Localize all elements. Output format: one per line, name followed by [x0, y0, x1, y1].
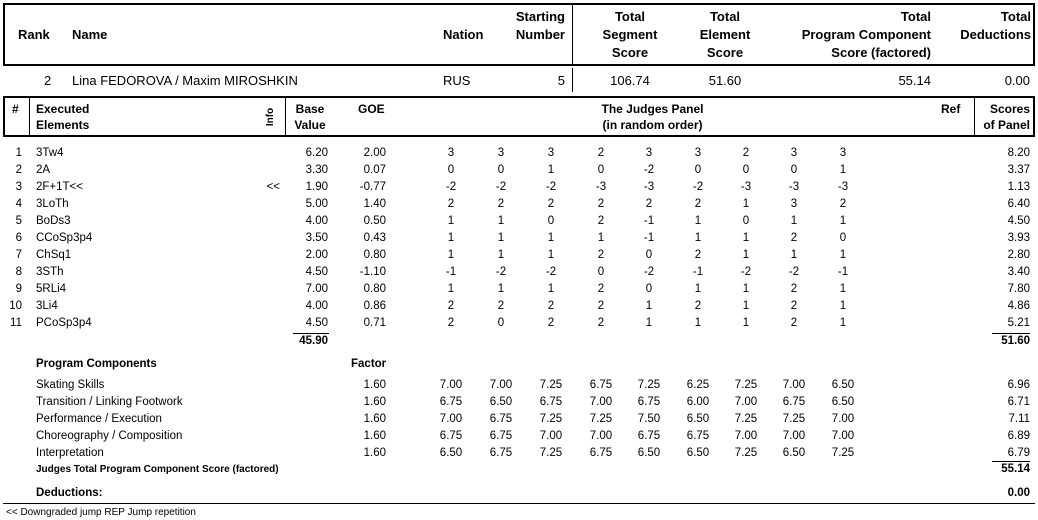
element-code: 3Li4: [36, 300, 58, 312]
element-row: [0, 164, 1038, 181]
element-info: <<: [266, 181, 280, 193]
element-code: 3LoTh: [36, 198, 69, 210]
element-number: 1: [15, 147, 22, 159]
nation-label: Nation: [443, 27, 484, 42]
elements-header-box: [3, 96, 1035, 137]
element-panel-score: 2.80: [1007, 249, 1030, 261]
component-factor: 1.60: [363, 379, 386, 391]
judge-mark: 2: [597, 317, 605, 329]
judge-mark: 0: [597, 164, 605, 176]
element-panel-score: 3.93: [1007, 232, 1030, 244]
element-goe: 0.80: [363, 249, 386, 261]
component-row: [0, 430, 1038, 447]
judge-mark: 2: [597, 300, 605, 312]
judge-component-mark: 6.75: [439, 396, 463, 408]
judge-component-mark: 7.50: [637, 413, 661, 425]
component-row: [0, 413, 1038, 430]
element-code: 2F+1T<<: [36, 181, 83, 193]
judge-mark: 1: [694, 317, 702, 329]
component-panel-score: 6.89: [1007, 430, 1030, 442]
judge-mark: 1: [742, 198, 750, 210]
judge-mark: 1: [839, 283, 847, 295]
element-number: 11: [10, 317, 22, 329]
element-row: [0, 283, 1038, 300]
judge-mark: 2: [694, 249, 702, 261]
elements-base-total-rule: [293, 333, 329, 334]
judge-component-mark: 6.50: [637, 447, 661, 459]
goe-label: GOE: [358, 102, 385, 116]
judge-mark: 0: [547, 215, 555, 227]
element-base-value: 4.50: [305, 317, 328, 329]
element-base-value: 7.00: [305, 283, 328, 295]
component-name: Choreography / Composition: [36, 430, 183, 442]
total-element-score-label: Total Element Score: [699, 9, 751, 60]
judge-mark: 1: [839, 249, 847, 261]
judge-mark: 1: [447, 232, 455, 244]
judge-mark: 2: [597, 283, 605, 295]
element-code: BoDs3: [36, 215, 71, 227]
judge-mark: 2: [790, 232, 798, 244]
judge-mark: 2: [645, 198, 653, 210]
judge-mark: 1: [497, 215, 505, 227]
judge-mark: 1: [742, 300, 750, 312]
element-row: [0, 198, 1038, 215]
judge-mark: 2: [694, 300, 702, 312]
elements-score-total-rule: [992, 333, 1030, 334]
element-base-value: 3.50: [305, 232, 328, 244]
judge-mark: -2: [740, 266, 752, 278]
judge-mark: 3: [790, 198, 798, 210]
element-panel-score: 6.40: [1007, 198, 1030, 210]
info-label: Info: [265, 107, 276, 127]
judge-component-mark: 6.50: [782, 447, 806, 459]
judge-component-mark: 7.00: [439, 379, 463, 391]
judge-mark: 2: [497, 198, 505, 210]
element-code: PCoSp3p4: [36, 317, 92, 329]
judge-mark: -3: [643, 181, 655, 193]
element-code: ChSq1: [36, 249, 72, 261]
judge-mark: -2: [545, 181, 557, 193]
element-base-value: 6.20: [305, 147, 328, 159]
judge-mark: -3: [740, 181, 752, 193]
judge-component-mark: 6.75: [589, 447, 613, 459]
element-base-value: 3.30: [305, 164, 328, 176]
judge-mark: 2: [447, 317, 455, 329]
skater-starting-number: 5: [557, 73, 565, 88]
element-goe: -0.77: [359, 181, 386, 193]
element-base-value: 4.00: [305, 215, 328, 227]
judge-mark: -2: [643, 164, 655, 176]
judge-mark: 3: [497, 147, 505, 159]
judge-mark: 1: [547, 283, 555, 295]
component-factor: 1.60: [363, 396, 386, 408]
element-goe: 0.07: [363, 164, 386, 176]
judge-mark: -1: [837, 266, 849, 278]
judge-mark: 1: [645, 300, 653, 312]
component-name: Performance / Execution: [36, 413, 162, 425]
element-goe: 0.43: [363, 232, 386, 244]
skater-program-component-score: 55.14: [898, 73, 931, 88]
program-components-label: Program Components: [36, 358, 157, 370]
judge-mark: 2: [694, 198, 702, 210]
judge-mark: 1: [547, 249, 555, 261]
judge-mark: -2: [788, 266, 800, 278]
judge-mark: 1: [447, 283, 455, 295]
judge-component-mark: 7.25: [539, 413, 563, 425]
starting-number-label: Starting Number: [515, 9, 565, 42]
element-code: 2A: [36, 164, 51, 176]
element-row: [0, 181, 1038, 198]
judge-component-mark: 7.25: [539, 447, 563, 459]
factor-label: Factor: [351, 358, 387, 370]
judge-component-mark: 7.25: [734, 379, 758, 391]
judge-component-mark: 6.75: [637, 396, 661, 408]
judge-component-mark: 6.25: [686, 379, 710, 391]
judges-panel-label: The Judges Panel (in random order): [601, 102, 704, 132]
executed-elements-label: Executed Elements: [36, 102, 90, 132]
ref-label: Ref: [941, 102, 961, 116]
footnote: << Downgraded jump REP Jump repetition: [6, 507, 196, 518]
judge-mark: 1: [742, 283, 750, 295]
judge-mark: -3: [788, 181, 800, 193]
component-row: [0, 379, 1038, 396]
name-label: Name: [72, 27, 108, 42]
judge-mark: -1: [643, 232, 655, 244]
component-row: [0, 447, 1038, 464]
element-goe: -1.10: [359, 266, 386, 278]
judge-mark: -1: [445, 266, 457, 278]
judge-mark: 1: [645, 317, 653, 329]
judge-component-mark: 7.00: [734, 396, 758, 408]
judge-mark: -2: [495, 266, 507, 278]
judge-component-mark: 6.50: [831, 396, 855, 408]
component-row: [0, 396, 1038, 413]
judge-mark: 1: [447, 249, 455, 261]
judge-mark: 0: [694, 164, 702, 176]
judge-mark: 1: [497, 232, 505, 244]
judge-mark: 1: [694, 232, 702, 244]
program-component-score-label: Total Program Component Score (factored): [801, 9, 931, 60]
header-divider: [572, 3, 573, 66]
result-divider: [572, 68, 573, 92]
judge-mark: 0: [645, 283, 653, 295]
element-base-value: 2.00: [305, 249, 328, 261]
judge-component-mark: 6.75: [489, 430, 513, 442]
judge-component-mark: 7.00: [589, 430, 613, 442]
judge-component-mark: 7.25: [734, 447, 758, 459]
element-code: CCoSp3p4: [36, 232, 93, 244]
component-factor: 1.60: [363, 430, 386, 442]
element-code: 3Tw4: [36, 147, 64, 159]
total-deductions-label: Total Deductions: [960, 9, 1031, 42]
judge-mark: 2: [597, 215, 605, 227]
element-code: 5RLi4: [36, 283, 67, 295]
judge-mark: 2: [547, 317, 555, 329]
judge-mark: 0: [790, 164, 798, 176]
skater-total-deductions: 0.00: [1004, 73, 1030, 88]
element-goe: 0.86: [363, 300, 386, 312]
judge-component-mark: 6.75: [589, 379, 613, 391]
judge-mark: 0: [839, 232, 847, 244]
judge-mark: 1: [497, 283, 505, 295]
component-factor: 1.60: [363, 447, 386, 459]
judge-component-mark: 6.75: [439, 430, 463, 442]
judge-mark: 2: [597, 198, 605, 210]
judge-mark: 3: [790, 147, 798, 159]
judge-component-mark: 7.00: [831, 430, 855, 442]
component-name: Interpretation: [36, 447, 104, 459]
components-total-score: 55.14: [1001, 463, 1030, 475]
judge-component-mark: 6.00: [686, 396, 710, 408]
judge-component-mark: 6.50: [439, 447, 463, 459]
component-name: Transition / Linking Footwork: [36, 396, 183, 408]
judge-mark: 1: [694, 215, 702, 227]
element-goe: 0.71: [363, 317, 386, 329]
judge-component-mark: 7.00: [782, 379, 806, 391]
judge-mark: -1: [643, 215, 655, 227]
judge-mark: 1: [839, 215, 847, 227]
judge-mark: 1: [447, 215, 455, 227]
element-panel-score: 4.86: [1007, 300, 1030, 312]
judge-mark: 1: [742, 232, 750, 244]
judge-mark: 1: [839, 317, 847, 329]
element-panel-score: 7.80: [1007, 283, 1030, 295]
elements-header-divider-1: [29, 96, 30, 137]
judge-component-mark: 7.00: [831, 413, 855, 425]
component-panel-score: 6.79: [1007, 447, 1030, 459]
judge-mark: 2: [447, 198, 455, 210]
judge-mark: -3: [837, 181, 849, 193]
judge-component-mark: 7.25: [782, 413, 806, 425]
judge-mark: 0: [742, 215, 750, 227]
judge-mark: 1: [547, 164, 555, 176]
judge-mark: 3: [694, 147, 702, 159]
component-panel-score: 6.71: [1007, 396, 1030, 408]
component-name: Skating Skills: [36, 379, 105, 391]
element-row: [0, 249, 1038, 266]
skater-name: Lina FEDOROVA / Maxim MIROSHKIN: [72, 73, 298, 88]
judge-mark: 2: [597, 147, 605, 159]
element-number: 2: [15, 164, 22, 176]
base-value-label: Base Value: [294, 102, 326, 132]
judge-mark: 0: [597, 266, 605, 278]
judge-mark: 1: [547, 232, 555, 244]
element-number-label: #: [12, 102, 19, 116]
judge-mark: 2: [547, 198, 555, 210]
element-row: [0, 300, 1038, 317]
judge-mark: 1: [790, 215, 798, 227]
element-number: 6: [15, 232, 22, 244]
element-goe: 0.80: [363, 283, 386, 295]
judge-component-mark: 6.50: [686, 447, 710, 459]
component-panel-score: 6.96: [1007, 379, 1030, 391]
judge-mark: 2: [597, 249, 605, 261]
judge-component-mark: 6.75: [686, 430, 710, 442]
judge-mark: 0: [742, 164, 750, 176]
judge-component-mark: 6.75: [637, 430, 661, 442]
element-row: [0, 317, 1038, 334]
element-panel-score: 3.40: [1007, 266, 1030, 278]
deductions-value: 0.00: [1007, 487, 1030, 499]
judge-mark: 2: [839, 198, 847, 210]
judge-mark: 0: [645, 249, 653, 261]
judge-mark: 3: [839, 147, 847, 159]
judge-mark: 1: [742, 249, 750, 261]
judge-component-mark: 6.75: [489, 447, 513, 459]
element-number: 5: [15, 215, 22, 227]
element-code: 3STh: [36, 266, 64, 278]
element-number: 9: [15, 283, 22, 295]
judge-mark: 3: [447, 147, 455, 159]
judge-component-mark: 7.00: [782, 430, 806, 442]
skater-total-segment-score: 106.74: [610, 73, 650, 88]
judge-mark: 2: [790, 317, 798, 329]
judge-component-mark: 6.75: [539, 396, 563, 408]
judge-mark: 1: [694, 283, 702, 295]
elements-base-total: 45.90: [299, 335, 328, 347]
element-base-value: 4.50: [305, 266, 328, 278]
judge-component-mark: 7.00: [734, 430, 758, 442]
judge-component-mark: 6.50: [686, 413, 710, 425]
judge-mark: -3: [595, 181, 607, 193]
elements-header-divider-3: [974, 96, 975, 137]
element-number: 10: [9, 300, 22, 312]
element-row: [0, 147, 1038, 164]
judge-component-mark: 7.25: [637, 379, 661, 391]
component-factor: 1.60: [363, 413, 386, 425]
judge-mark: 0: [497, 164, 505, 176]
judge-component-mark: 6.75: [782, 396, 806, 408]
footnote-rule: [3, 503, 1035, 504]
judge-mark: 2: [790, 283, 798, 295]
judge-component-mark: 7.00: [539, 430, 563, 442]
element-panel-score: 1.13: [1007, 181, 1030, 193]
rank-label: Rank: [18, 27, 50, 42]
judge-mark: 2: [790, 300, 798, 312]
skater-rank: 2: [44, 73, 52, 88]
judge-mark: -1: [692, 266, 704, 278]
judge-mark: 3: [547, 147, 555, 159]
judge-component-mark: 7.25: [734, 413, 758, 425]
judge-mark: -2: [692, 181, 704, 193]
element-base-value: 4.00: [305, 300, 328, 312]
element-base-value: 1.90: [305, 181, 328, 193]
element-base-value: 5.00: [305, 198, 328, 210]
skater-nation: RUS: [443, 73, 471, 88]
element-number: 7: [15, 249, 22, 261]
element-row: [0, 215, 1038, 232]
judge-mark: 1: [839, 300, 847, 312]
element-panel-score: 4.50: [1007, 215, 1030, 227]
judge-component-mark: 7.25: [831, 447, 855, 459]
element-goe: 2.00: [363, 147, 386, 159]
judge-mark: 2: [497, 300, 505, 312]
judge-mark: -2: [495, 181, 507, 193]
components-total-rule: [992, 461, 1030, 462]
deductions-label: Deductions:: [36, 487, 103, 499]
elements-score-total: 51.60: [1001, 335, 1030, 347]
element-number: 8: [15, 266, 22, 278]
total-segment-score-label: Total Segment Score: [602, 9, 658, 60]
judge-component-mark: 7.25: [539, 379, 563, 391]
judge-mark: 1: [839, 164, 847, 176]
judge-mark: -2: [445, 181, 457, 193]
judge-mark: -2: [643, 266, 655, 278]
judge-mark: 3: [645, 147, 653, 159]
judge-component-mark: 6.50: [831, 379, 855, 391]
judge-mark: 1: [597, 232, 605, 244]
judge-component-mark: 6.75: [489, 413, 513, 425]
element-panel-score: 8.20: [1007, 147, 1030, 159]
components-total-label: Judges Total Program Component Score (factored): [36, 464, 279, 475]
element-number: 3: [15, 181, 22, 193]
judge-component-mark: 7.25: [589, 413, 613, 425]
judge-mark: 2: [742, 147, 750, 159]
judge-component-mark: 7.00: [439, 413, 463, 425]
judge-mark: 1: [790, 249, 798, 261]
judge-mark: 1: [742, 317, 750, 329]
element-goe: 1.40: [363, 198, 386, 210]
judge-mark: 2: [547, 300, 555, 312]
judge-component-mark: 7.00: [489, 379, 513, 391]
judge-component-mark: 6.50: [489, 396, 513, 408]
judge-mark: 0: [497, 317, 505, 329]
element-panel-score: 3.37: [1007, 164, 1030, 176]
judge-component-mark: 7.00: [589, 396, 613, 408]
judge-mark: 1: [497, 249, 505, 261]
element-panel-score: 5.21: [1007, 317, 1030, 329]
judge-mark: 2: [447, 300, 455, 312]
element-number: 4: [15, 198, 22, 210]
component-panel-score: 7.11: [1008, 413, 1030, 425]
judge-mark: -2: [545, 266, 557, 278]
element-row: [0, 266, 1038, 283]
judge-mark: 0: [447, 164, 455, 176]
element-row: [0, 232, 1038, 249]
scores-of-panel-label: Scores of Panel: [983, 102, 1030, 132]
element-goe: 0.50: [363, 215, 386, 227]
skater-total-element-score: 51.60: [708, 73, 742, 88]
